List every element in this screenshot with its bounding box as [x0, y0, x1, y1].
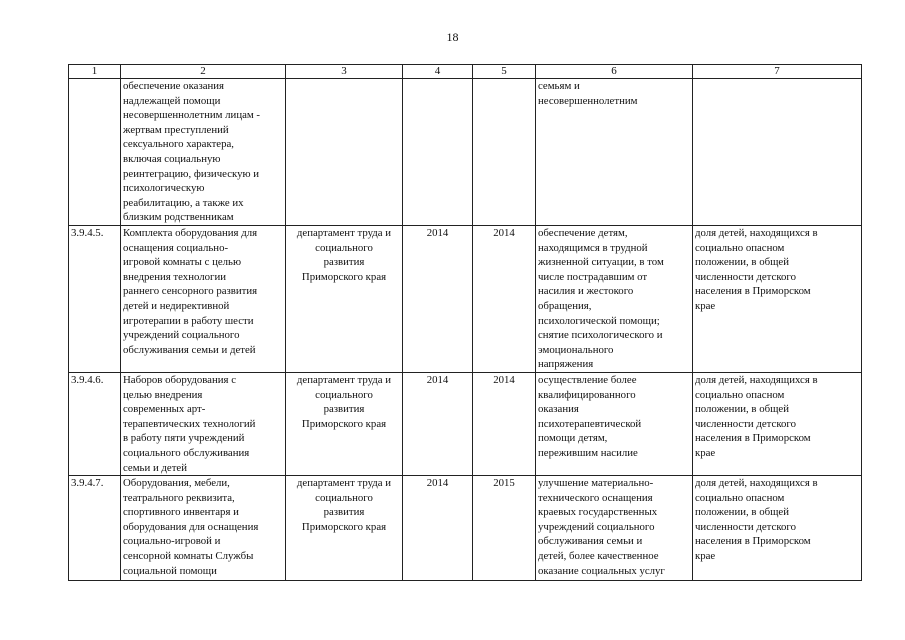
measure-cell-line: семьи и детей	[123, 461, 188, 474]
indicator-cell-line: социально опасном	[695, 491, 785, 504]
measure-cell-line: спортивного инвентаря и	[123, 506, 239, 519]
end-year-cell: 2015	[473, 476, 536, 581]
executor-cell-line: социального	[315, 491, 373, 504]
result-cell-line: учреждений социального	[538, 520, 655, 533]
indicator-cell	[693, 476, 862, 581]
result-cell-line: детей, более качественное	[538, 550, 659, 563]
measure-cell-line: жертвам преступлений	[123, 123, 229, 136]
measure-cell-line: Наборов оборудования с	[123, 373, 236, 386]
indicator-cell-line: населения в Приморском	[695, 535, 811, 548]
measure-cell-line: реабилитацию, а также их	[123, 196, 244, 209]
indicator-cell-line: численности детского	[695, 520, 796, 533]
indicator-cell-line: доля детей, находящихся в	[695, 373, 818, 386]
measure-cell-line: терапевтических технологий	[123, 417, 256, 430]
executor-cell-line: развития	[323, 506, 365, 519]
measure-cell	[121, 372, 286, 475]
column-header: 4	[403, 65, 473, 79]
column-header: 5	[473, 65, 536, 79]
indicator-cell-line: социально опасном	[695, 241, 785, 254]
executor-cell-line: департамент труда и	[296, 373, 392, 386]
measure-cell-line: современных арт-	[123, 403, 206, 416]
measures-table	[68, 64, 862, 581]
start-year-cell	[403, 79, 473, 226]
executor-cell	[286, 476, 403, 581]
page-number: 18	[446, 30, 459, 44]
measure-cell-line: Комплекта оборудования для	[123, 227, 258, 239]
executor-cell-line: Приморского края	[301, 520, 387, 533]
result-cell-line: семьям и	[538, 80, 580, 92]
end-year-cell: 2014	[473, 372, 536, 475]
indicator-cell-line: социально опасном	[695, 388, 785, 401]
measure-cell-line: реинтеграцию, физическую и	[123, 167, 260, 180]
measure-cell-line: Оборудования, мебели,	[123, 477, 230, 490]
executor-cell-line: Приморского края	[301, 417, 387, 430]
start-year-cell: 2014	[403, 226, 473, 373]
result-cell-line: улучшение материально-	[538, 477, 654, 490]
measure-cell-line: в работу пяти учреждений	[123, 432, 245, 445]
indicator-cell-line: крае	[695, 446, 716, 459]
indicator-cell	[693, 79, 862, 226]
result-cell-line: несовершеннолетним	[538, 94, 638, 107]
measure-cell-line: близким родственникам	[123, 211, 234, 224]
measure-cell	[121, 79, 286, 226]
result-cell-line: жизненной ситуации, в том	[538, 256, 664, 269]
result-cell-line: числе пострадавшим от	[538, 270, 648, 283]
column-header: 1	[69, 65, 121, 79]
item-number-cell: 3.9.4.7.	[69, 476, 121, 581]
indicator-cell-line: крае	[695, 550, 716, 563]
indicator-cell-line: населения в Приморском	[695, 432, 811, 445]
executor-cell-line: социального	[315, 241, 373, 254]
result-cell-line: технического оснащения	[538, 491, 653, 504]
table-row	[69, 372, 862, 475]
indicator-cell-line: численности детского	[695, 270, 796, 283]
result-cell-line: помощи детям,	[538, 432, 608, 445]
result-cell	[536, 372, 693, 475]
executor-cell-line: развития	[323, 403, 365, 416]
result-cell-line: оказания	[538, 403, 579, 416]
measure-cell-line: включая социальную	[123, 152, 221, 165]
result-cell-line: обеспечение детям,	[538, 227, 628, 239]
result-cell-line: психотерапевтической	[538, 417, 642, 430]
result-cell-line: квалифицированного	[538, 388, 636, 401]
measure-cell-line: психологическую	[123, 182, 205, 195]
result-cell	[536, 226, 693, 373]
item-number-cell: 3.9.4.5.	[69, 226, 121, 373]
item-number-cell	[69, 79, 121, 226]
result-cell-line: находящимся в трудной	[538, 241, 648, 254]
indicator-cell-line: положении, в общей	[695, 256, 789, 269]
result-cell-line: напряжения	[538, 358, 594, 371]
result-cell-line: обслуживания семьи и	[538, 535, 643, 548]
indicator-cell-line: численности детского	[695, 417, 796, 430]
column-header: 6	[536, 65, 693, 79]
measure-cell-line: оснащения социально-	[123, 241, 229, 254]
result-cell-line: психологической помощи;	[538, 314, 660, 327]
measure-cell-line: надлежащей помощи	[123, 94, 221, 107]
indicator-cell	[693, 226, 862, 373]
indicator-cell-line: доля детей, находящихся в	[695, 227, 818, 239]
executor-cell-line: развития	[323, 256, 365, 269]
column-header: 3	[286, 65, 403, 79]
executor-cell	[286, 372, 403, 475]
executor-cell	[286, 79, 403, 226]
indicator-cell	[693, 372, 862, 475]
result-cell	[536, 476, 693, 581]
result-cell	[536, 79, 693, 226]
indicator-cell-line: доля детей, находящихся в	[695, 477, 818, 490]
end-year-cell	[473, 79, 536, 226]
measure-cell-line: раннего сенсорного развития	[123, 285, 258, 298]
table-row	[69, 79, 862, 226]
measure-cell-line: учреждений социального	[123, 329, 240, 342]
start-year-cell: 2014	[403, 476, 473, 581]
result-cell-line: краевых государственных	[538, 506, 658, 519]
result-cell-line: оказание социальных услуг	[538, 564, 665, 577]
column-number-row	[69, 65, 862, 79]
column-header: 7	[693, 65, 862, 79]
measure-cell-line: социального обслуживания	[123, 446, 250, 459]
measure-cell-line: игровой комнаты с целью	[123, 256, 242, 269]
executor-cell-line: департамент труда и	[296, 477, 392, 490]
item-number-cell: 3.9.4.6.	[69, 372, 121, 475]
result-cell-line: пережившим насилие	[538, 446, 638, 459]
table-row	[69, 226, 862, 373]
measure-cell-line: обслуживания семьи и детей	[123, 343, 256, 356]
start-year-cell: 2014	[403, 372, 473, 475]
measure-cell-line: обеспечение оказания	[123, 80, 225, 92]
result-cell-line: обращения,	[538, 299, 592, 312]
executor-cell	[286, 226, 403, 373]
result-cell-line: эмоционального	[538, 343, 614, 356]
end-year-cell: 2014	[473, 226, 536, 373]
indicator-cell-line: положении, в общей	[695, 506, 789, 519]
measure-cell-line: оборудования для оснащения	[123, 520, 259, 533]
measure-cell	[121, 226, 286, 373]
measure-cell-line: внедрения технологии	[123, 270, 227, 283]
measure-cell-line: театрального реквизита,	[123, 491, 235, 504]
indicator-cell-line: крае	[695, 299, 716, 312]
result-cell-line: осуществление более	[538, 373, 637, 386]
measure-cell-line: детей и недирективной	[123, 299, 230, 312]
measure-cell-line: целью внедрения	[123, 388, 203, 401]
column-header: 2	[121, 65, 286, 79]
measure-cell	[121, 476, 286, 581]
result-cell-line: насилия и жестокого	[538, 285, 634, 298]
measure-cell-line: сексуального характера,	[123, 138, 234, 151]
measure-cell-line: сенсорной комнаты Службы	[123, 550, 254, 563]
table-row	[69, 476, 862, 581]
executor-cell-line: департамент труда и	[296, 227, 392, 239]
indicator-cell-line: населения в Приморском	[695, 285, 811, 298]
indicator-cell-line: положении, в общей	[695, 403, 789, 416]
measure-cell-line: социальной помощи	[123, 564, 217, 577]
executor-cell-line: Приморского края	[301, 270, 387, 283]
measure-cell-line: игротерапии в работу шести	[123, 314, 254, 327]
executor-cell-line: социального	[315, 388, 373, 401]
measure-cell-line: несовершеннолетним лицам -	[123, 109, 261, 122]
result-cell-line: снятие психологического и	[538, 329, 663, 342]
measure-cell-line: социально-игровой и	[123, 535, 221, 548]
